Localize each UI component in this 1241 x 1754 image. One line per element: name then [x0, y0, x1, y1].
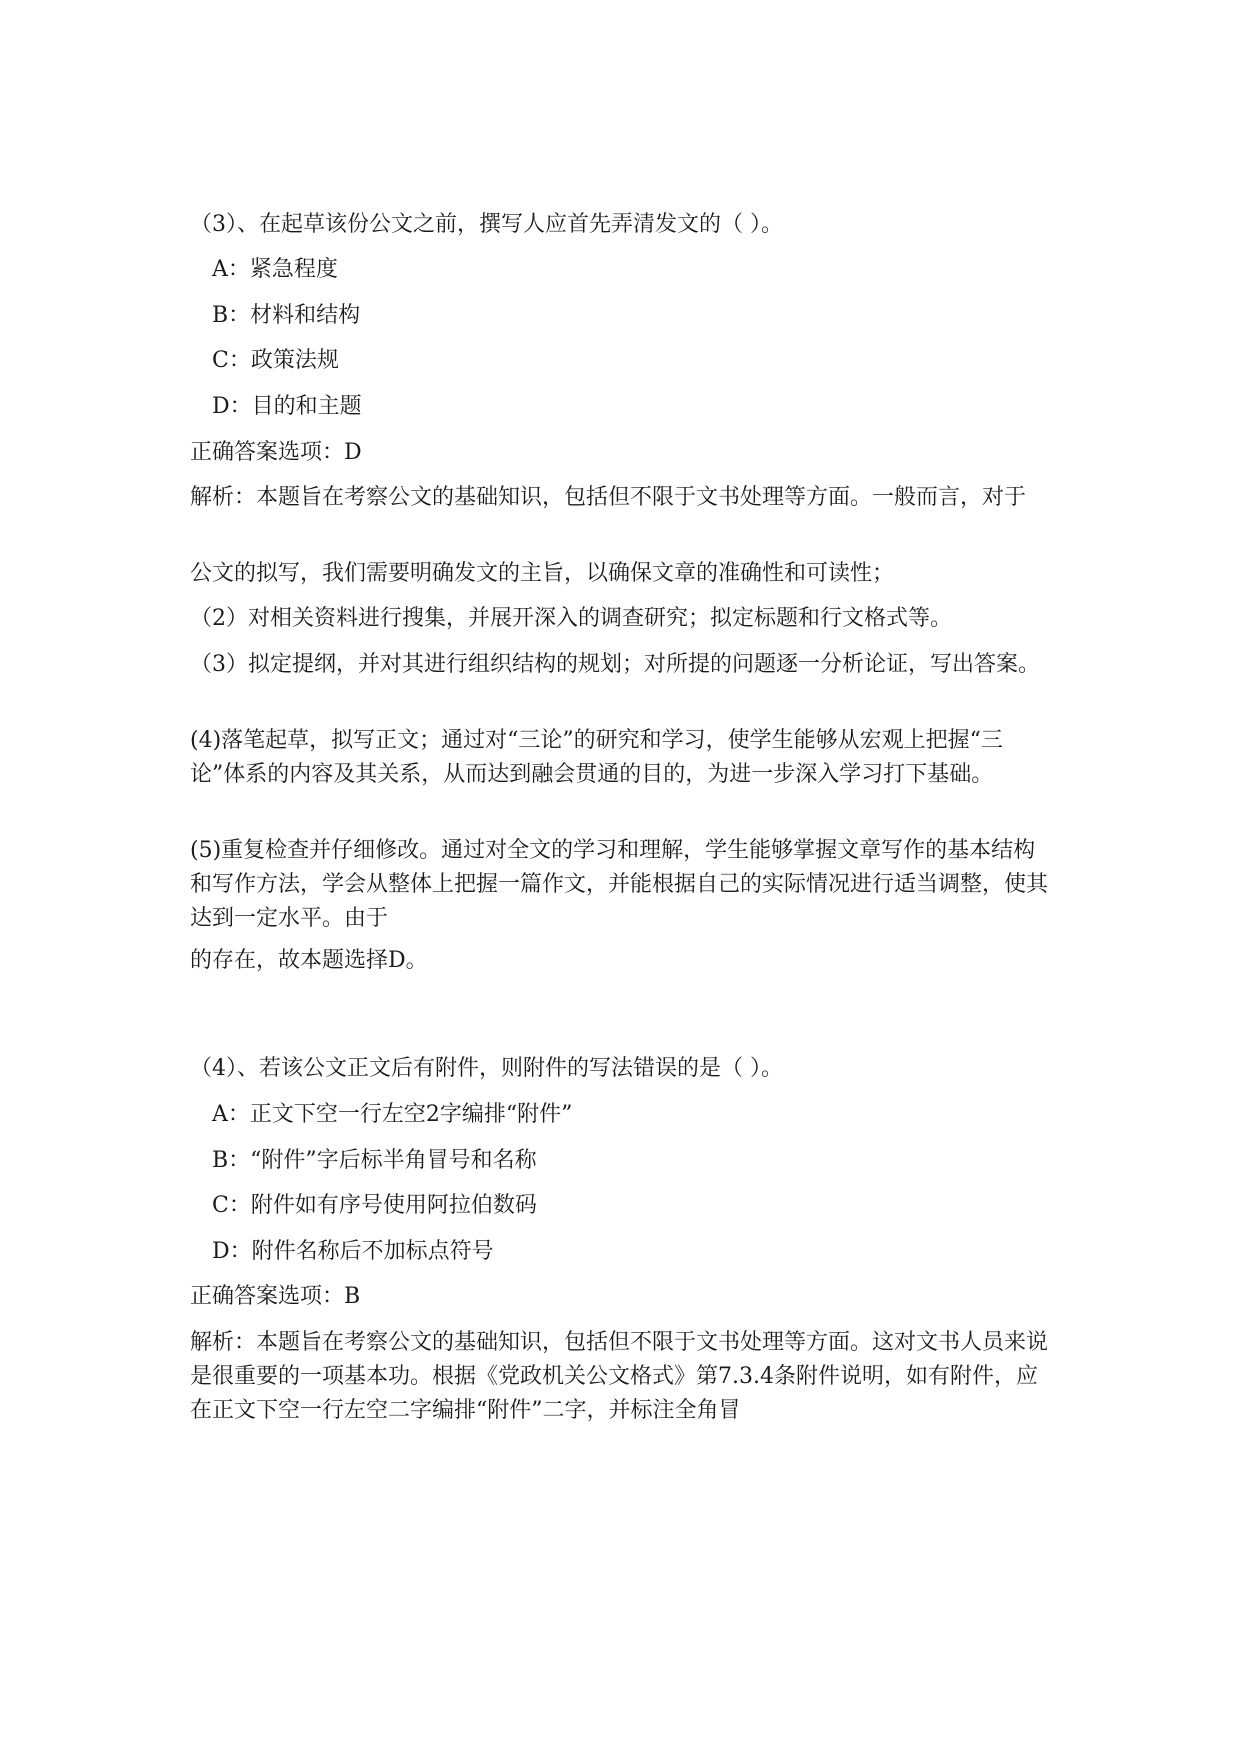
question-4-stem: （4）、若该公文正文后有附件，则附件的写法错误的是（ ）。 [190, 1056, 783, 1081]
question-3-analysis-4: （3）拟定提纲，并对其进行组织结构的规划；对所提的问题逐一分析论证，写出答案。 [190, 652, 1040, 677]
question-4-option-c: C：附件如有序号使用阿拉伯数码 [212, 1193, 537, 1218]
question-3-analysis-5: (4)落笔起草，拟写正文；通过对“三论”的研究和学习，使学生能够从宏观上把握“三论”体系的内容及其关系，从而达到融会贯通的目的，为进一步深入学习打下基础。 [190, 728, 1003, 787]
question-4-option-b: B：“附件”字后标半角冒号和名称 [212, 1148, 537, 1173]
question-3-option-a: A：紧急程度 [212, 257, 338, 282]
question-3-option-c: C：政策法规 [212, 348, 339, 373]
question-3-analysis-2: 公文的拟写，我们需要明确发文的主旨，以确保文章的准确性和可读性； [190, 561, 895, 586]
question-4-option-d: D：附件名称后不加标点符号 [212, 1239, 494, 1264]
question-3-option-d: D：目的和主题 [212, 394, 362, 419]
question-4-analysis-1: 解析：本题旨在考察公文的基础知识，包括但不限于文书处理等方面。这对文书人员来说是很重要的一项基本功。根据《党政机关公文格式》第7.3.4条附件说明，如有附件，应在正文下空一行左空二字编排“附件”二字，并标注全角冒 [190, 1330, 1049, 1423]
question-3-analysis-3: （2）对相关资料进行搜集，并展开深入的调查研究；拟定标题和行文格式等。 [190, 606, 952, 631]
question-3-option-b: B：材料和结构 [212, 303, 361, 328]
question-3-answer: 正确答案选项：D [190, 440, 362, 465]
question-3-analysis-6: (5)重复检查并仔细修改。通过对全文的学习和理解，学生能够掌握文章写作的基本结构和写作方法，学会从整体上把握一篇作文，并能根据自己的实际情况进行适当调整，使其达到一定水平。由于 [190, 838, 1049, 931]
question-3-analysis-1: 解析：本题旨在考察公文的基础知识，包括但不限于文书处理等方面。一般而言，对于 [190, 485, 1027, 510]
question-3-stem: （3）、在起草该份公文之前，撰写人应首先弄清发文的（ ）。 [190, 212, 783, 237]
question-4-answer: 正确答案选项：B [190, 1284, 361, 1309]
question-3-analysis-7: 的存在，故本题选择D。 [190, 948, 428, 973]
question-4-option-a: A：正文下空一行左空2字编排“附件” [212, 1102, 573, 1127]
